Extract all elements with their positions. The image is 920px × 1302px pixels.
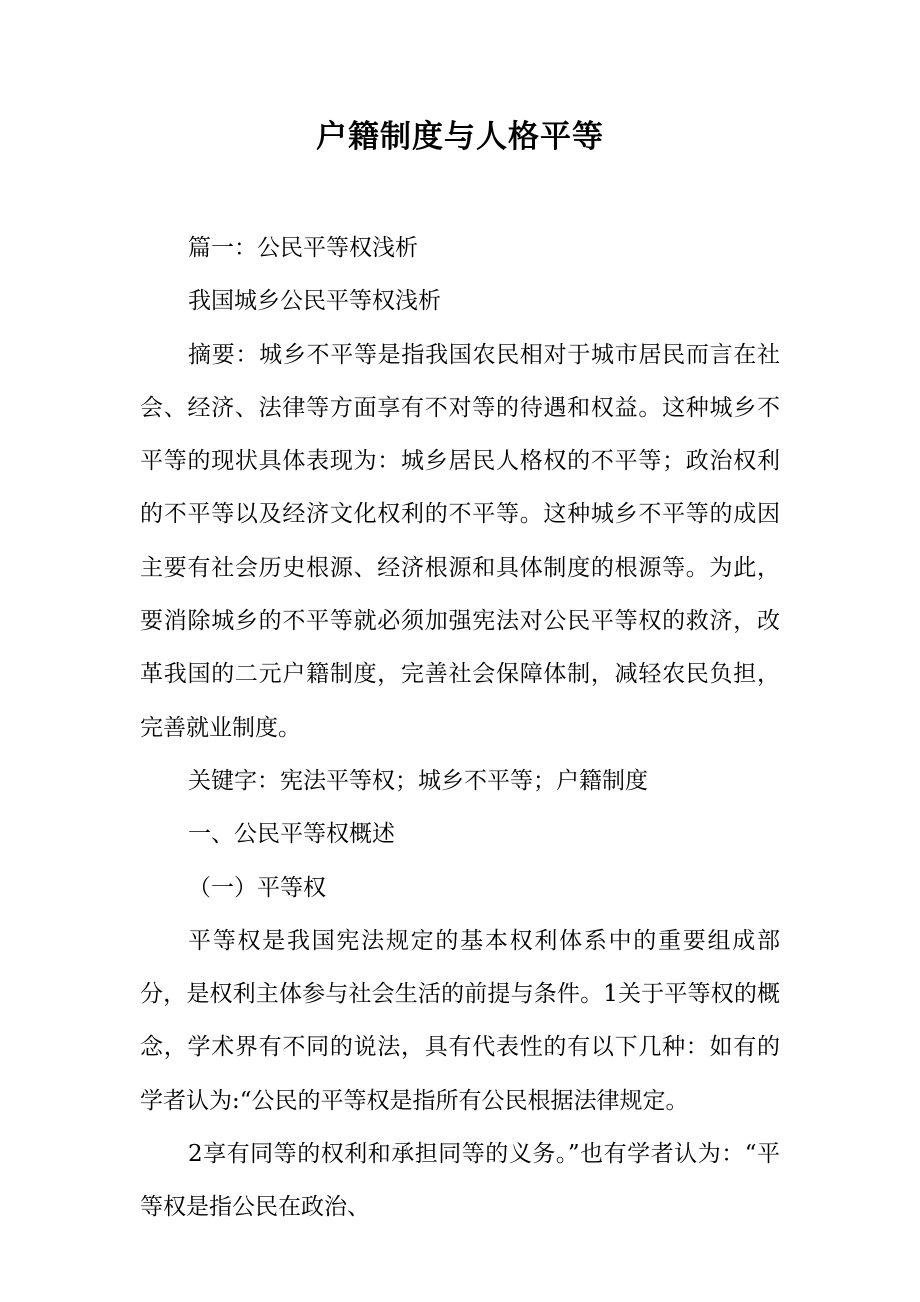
subsection-heading-equality-right: （一）平等权 [188,874,326,901]
keywords-line: 关键字：宪法平等权；城乡不平等；户籍制度 [188,767,648,794]
section-heading-part-one: 篇一：公民平等权浅析 [188,235,418,261]
body-paragraph-equality-definition: 平等权是我国宪法规定的基本权利体系中的重要组成部分，是权利主体参与社会生活的前提与条件。1关于平等权的概念，学术界有不同的说法，具有代表性的有以下几种：如有的学者认为:“公民的平等权是指所有公民根据法律规定。 [140,927,780,1114]
section-heading-overview: 一、公民平等权概述 [188,821,395,848]
abstract-paragraph: 摘要：城乡不平等是指我国农民相对于城市居民而言在社会、经济、法律等方面享有不对等的待遇和权益。这种城乡不平等的现状具体表现为：城乡居民人格权的不平等；政治权利的不平等以及经济文化权利的不平等。这种城乡不平等的成因主要有社会历史根源、经济根源和具体制度的根源等。为此，要消除城乡的不平等就必须加强宪法对公民平等权的救济，改革我国的二元户籍制度，完善社会保障体制，减轻农民负担，完善就业制度。 [140,341,780,741]
document-body [140,222,780,1235]
document-title: 户籍制度与人格平等 [316,119,604,155]
article-title: 我国城乡公民平等权浅析 [188,288,441,315]
body-paragraph-continued: 2享有同等的权利和承担同等的义务。”也有学者认为：“平等权是指公民在政治、 [140,1141,780,1221]
